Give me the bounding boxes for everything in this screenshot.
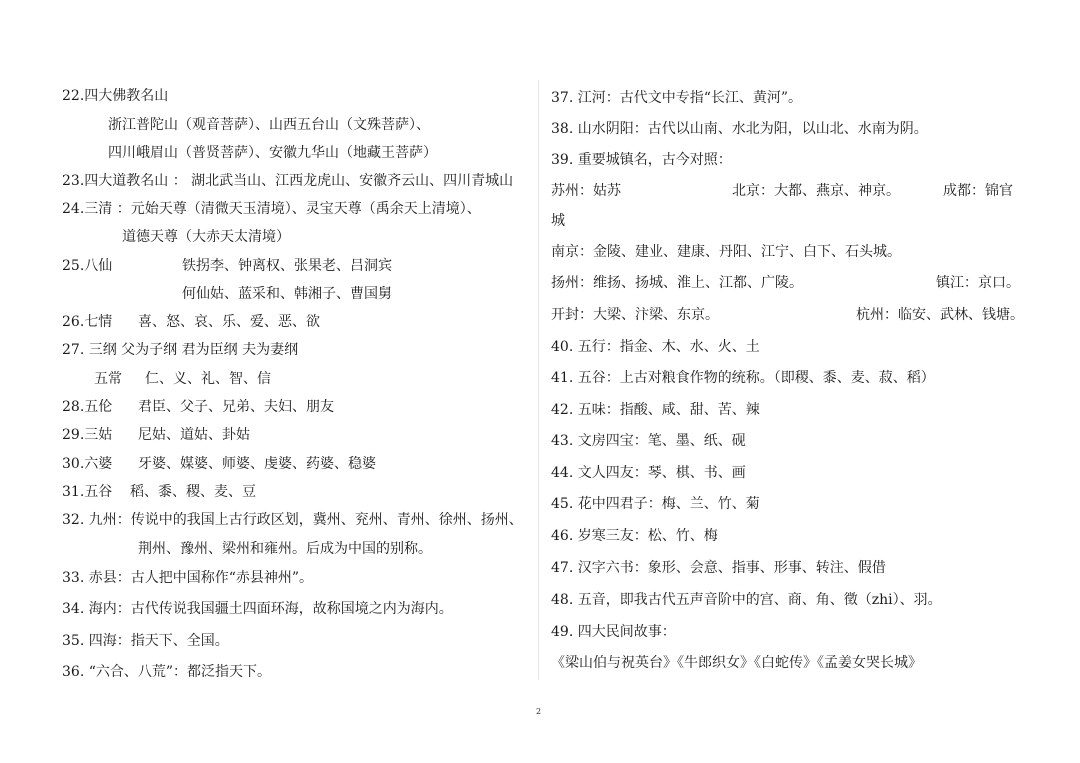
- text-line: 仁、义、礼、智、信: [145, 371, 271, 387]
- text-line: 稻、黍、稷、麦、豆: [130, 484, 256, 500]
- text-line: 33. 赤县：古人把中国称作“赤县神州”。: [62, 570, 314, 586]
- text-line: 34. 海内：古代传说我国疆土四面环海，故称国境之内为海内。: [62, 601, 453, 617]
- text-line: 苏州：姑苏: [551, 183, 621, 199]
- text-line: 38. 山水阴阳：古代以山南、水北为阳，以山北、水南为阴。: [551, 121, 928, 137]
- text-line: 铁拐李、钟离权、张果老、吕洞宾: [182, 258, 392, 274]
- text-line: 君臣、父子、兄弟、夫妇、朋友: [138, 399, 334, 415]
- text-line: 23.四大道教名山 ： 湖北武当山、江西龙虎山、安徽齐云山、四川青城山: [62, 173, 514, 189]
- text-line: 35. 四海：指天下、全国。: [62, 633, 229, 649]
- text-line: 喜、怒、哀、乐、爱、恶、欲: [138, 314, 320, 330]
- text-line: 37. 江河：古代文中专指“长江、黄河”。: [551, 90, 803, 106]
- text-line: 24.三清 ：元始天尊（清微天玉清境）、灵宝天尊（禹余天上清境）、: [62, 201, 481, 217]
- text-line: 北京：大都、燕京、神京。: [732, 183, 900, 199]
- text-line: 27. 三纲 父为子纲 君为臣纲 夫为妻纲: [62, 342, 299, 358]
- text-line: 22.四大佛教名山: [62, 88, 169, 104]
- text-line: 46. 岁寒三友：松、竹、梅: [551, 528, 718, 544]
- text-line: 26.七情: [62, 314, 113, 330]
- text-line: 道德天尊（大赤天太清境）: [122, 229, 290, 245]
- text-line: 牙婆、媒婆、师婆、虔婆、药婆、稳婆: [138, 456, 376, 472]
- text-line: 47. 汉字六书：象形、会意、指事、形事、转注、假借: [551, 560, 886, 576]
- text-line: 城: [551, 213, 565, 229]
- text-line: 36. “六合、八荒”：都泛指天下。: [62, 664, 272, 680]
- text-line: 何仙姑、蓝采和、韩湘子、曹国舅: [182, 286, 392, 302]
- text-line: 42. 五味：指酸、咸、甜、苦、辣: [551, 402, 760, 418]
- text-line: 荆州、豫州、梁州和雍州。后成为中国的别称。: [138, 541, 432, 557]
- text-line: 尼姑、道姑、卦姑: [138, 427, 250, 443]
- text-line: 《梁山伯与祝英台》《牛郎织女》《白蛇传》《孟姜女哭长城》: [551, 655, 922, 671]
- text-line: 41. 五谷：上古对粮食作物的统称。（即稷、黍、麦、菽、稻）: [551, 370, 935, 386]
- text-line: 43. 文房四宝：笔、墨、纸、砚: [551, 433, 746, 449]
- text-line: 28.五伦: [62, 399, 113, 415]
- text-line: 25.八仙: [62, 258, 113, 274]
- text-line: 44. 文人四友：琴、棋、书、画: [551, 465, 746, 481]
- text-line: 49. 四大民间故事：: [551, 624, 676, 640]
- text-line: 浙江普陀山（观音菩萨）、山西五台山（文殊菩萨）、: [108, 117, 430, 133]
- text-line: 48. 五音，即我古代五声音阶中的宫、商、角、徵（zhi）、羽。: [551, 592, 942, 608]
- text-line: 开封：大梁、汴梁、东京。: [551, 307, 719, 323]
- text-line: 40. 五行：指金、木、水、火、土: [551, 339, 760, 355]
- text-line: 45. 花中四君子：梅、兰、竹、菊: [551, 496, 760, 512]
- text-line: 扬州：维扬、扬城、淮上、江都、广陵。: [551, 275, 803, 291]
- text-line: 四川峨眉山（普贤菩萨）、安徽九华山（地藏王菩萨）: [108, 145, 437, 161]
- text-line: 五常: [94, 371, 122, 387]
- text-line: 杭州：临安、武林、钱塘。: [856, 307, 1024, 323]
- text-line: 31.五谷: [62, 484, 113, 500]
- text-line: 镇江：京口。: [936, 275, 1020, 291]
- text-line: 30.六婆: [62, 456, 113, 472]
- text-line: 南京：金陵、建业、建康、丹阳、江宁、白下、石头城。: [551, 244, 901, 260]
- text-line: 29.三姑: [62, 427, 113, 443]
- text-line: 成都：锦官: [943, 183, 1013, 199]
- page-number: 2: [536, 707, 542, 716]
- text-line: 39. 重要城镇名，古今对照：: [551, 152, 732, 168]
- text-line: 32. 九州：传说中的我国上古行政区划，冀州、兖州、青州、徐州、扬州、: [62, 512, 523, 528]
- column-divider: [538, 80, 539, 680]
